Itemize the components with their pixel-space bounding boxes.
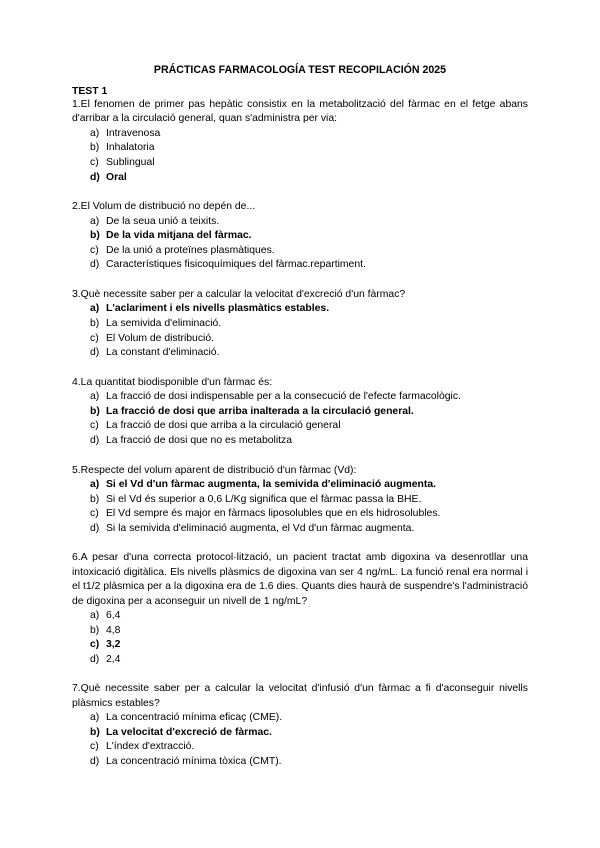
options-question-6	[72, 609, 528, 667]
options-question-5	[72, 478, 528, 536]
question-3: 3.Què necessite saber per a calcular la velocitat d'excreció d'un fàrmac?	[72, 288, 406, 300]
option-7a: a) La concentració mínima eficaç (CME).	[90, 712, 283, 724]
option-1b: b) Inhalatoria	[90, 142, 155, 154]
option-6d: d) 2,4	[90, 653, 121, 665]
option-4d: d) La fracció de dosi que no es metabolitza	[90, 434, 292, 446]
option-4a: a) La fracció de dosi indispensable per a la consecució de l'efecte farmacològic.	[90, 391, 461, 403]
option-1c: c) Sublingual	[90, 157, 155, 168]
options-question-2	[72, 215, 528, 273]
option-6b: b) 4,8	[90, 624, 121, 636]
options-question-4	[72, 390, 528, 448]
option-3a-correct: a) L'aclariment i els nivells plasmàtics estables.	[90, 303, 330, 315]
option-5b: b) Si el Vd és superior a 0,6 L/Kg significa que el fàrmac passa la BHE.	[90, 493, 422, 505]
option-7d: d) La concentració mínima tòxica (CMT).	[90, 755, 282, 767]
document-title: PRÁCTICAS FARMACOLOGÍA TEST RECOPILACIÓN 2025	[153, 64, 447, 76]
question-5: 5.Respecte del volum aparent de distribució d'un fàrmac (Vd):	[72, 464, 357, 476]
option-7b-correct: b) La velocitat d'excreció de fàrmac.	[90, 726, 272, 738]
option-6a: a) 6,4	[90, 609, 121, 621]
option-5a-correct: a) Si el Vd d'un fàrmac augmenta, la semivida d'eliminació augmenta.	[90, 478, 437, 490]
option-5d: d) Si la semivida d'eliminació augmenta, el Vd d'un fàrmac augmenta.	[90, 522, 415, 534]
option-3c: c) El Volum de distribució.	[90, 332, 215, 344]
question-7: 7.Què necessite saber per a calcular la velocitat d'infusió d'un fàrmac a fi d'aconseguir nivells plàsmics estables?	[72, 683, 528, 709]
option-3d: d) La constant d'eliminació.	[90, 347, 220, 359]
option-4c: c) La fracció de dosi que arriba a la circulació general	[90, 420, 341, 432]
option-2a: a) De la seua unió a teixits.	[90, 215, 220, 227]
question-6: 6.A pesar d'una correcta protocol·lització, un pacient tractat amb digoxina va desenrotllar una intoxicació digitàlica. Els nivells plàsmics de digoxina van ser 4 ng/mL. La funció renal era normal i el t1/2 plàsmica per a la digoxina era de 1.6 dies. Quants dies haurà de suspendre's l'administració de digoxina per a aconseguir un nivell de 1 ng/mL?	[72, 552, 528, 607]
option-2b-correct: b) De la vida mitjana del fàrmac.	[90, 230, 252, 242]
test-label: TEST 1	[72, 86, 108, 97]
option-3b: b) La semivida d'eliminació.	[90, 317, 222, 329]
option-7c: c) L'índex d'extracció.	[90, 741, 195, 753]
document-page	[72, 64, 528, 785]
question-1: 1.El fenomen de primer pas hepàtic consistix en la metabolització del fàrmac en el fetge abans d'arribar a la circulació general, quan s'administra per via:	[72, 99, 528, 125]
question-2: 2.El Volum de distribució no depén de...	[72, 201, 256, 213]
options-question-7	[72, 711, 528, 769]
options-question-3	[72, 302, 528, 360]
option-1a: a) Intravenosa	[90, 127, 161, 139]
option-6c-correct: c) 3,2	[90, 639, 121, 651]
option-4b-correct: b) La fracció de dosi que arriba inalterada a la circulació general.	[90, 405, 414, 417]
option-2c: c) De la unió a proteïnes plasmàtiques.	[90, 244, 275, 256]
question-4: 4.La quantitat biodisponible d'un fàrmac és:	[72, 376, 273, 388]
option-2d: d) Característiques fisicoquímiques del fàrmac.repartiment.	[90, 259, 366, 271]
options-question-1	[72, 127, 528, 185]
option-1d-correct: d) Oral	[90, 171, 127, 183]
option-5c: c) El Vd sempre és major en fàrmacs liposolubles que en els hidrosolubles.	[90, 508, 441, 520]
